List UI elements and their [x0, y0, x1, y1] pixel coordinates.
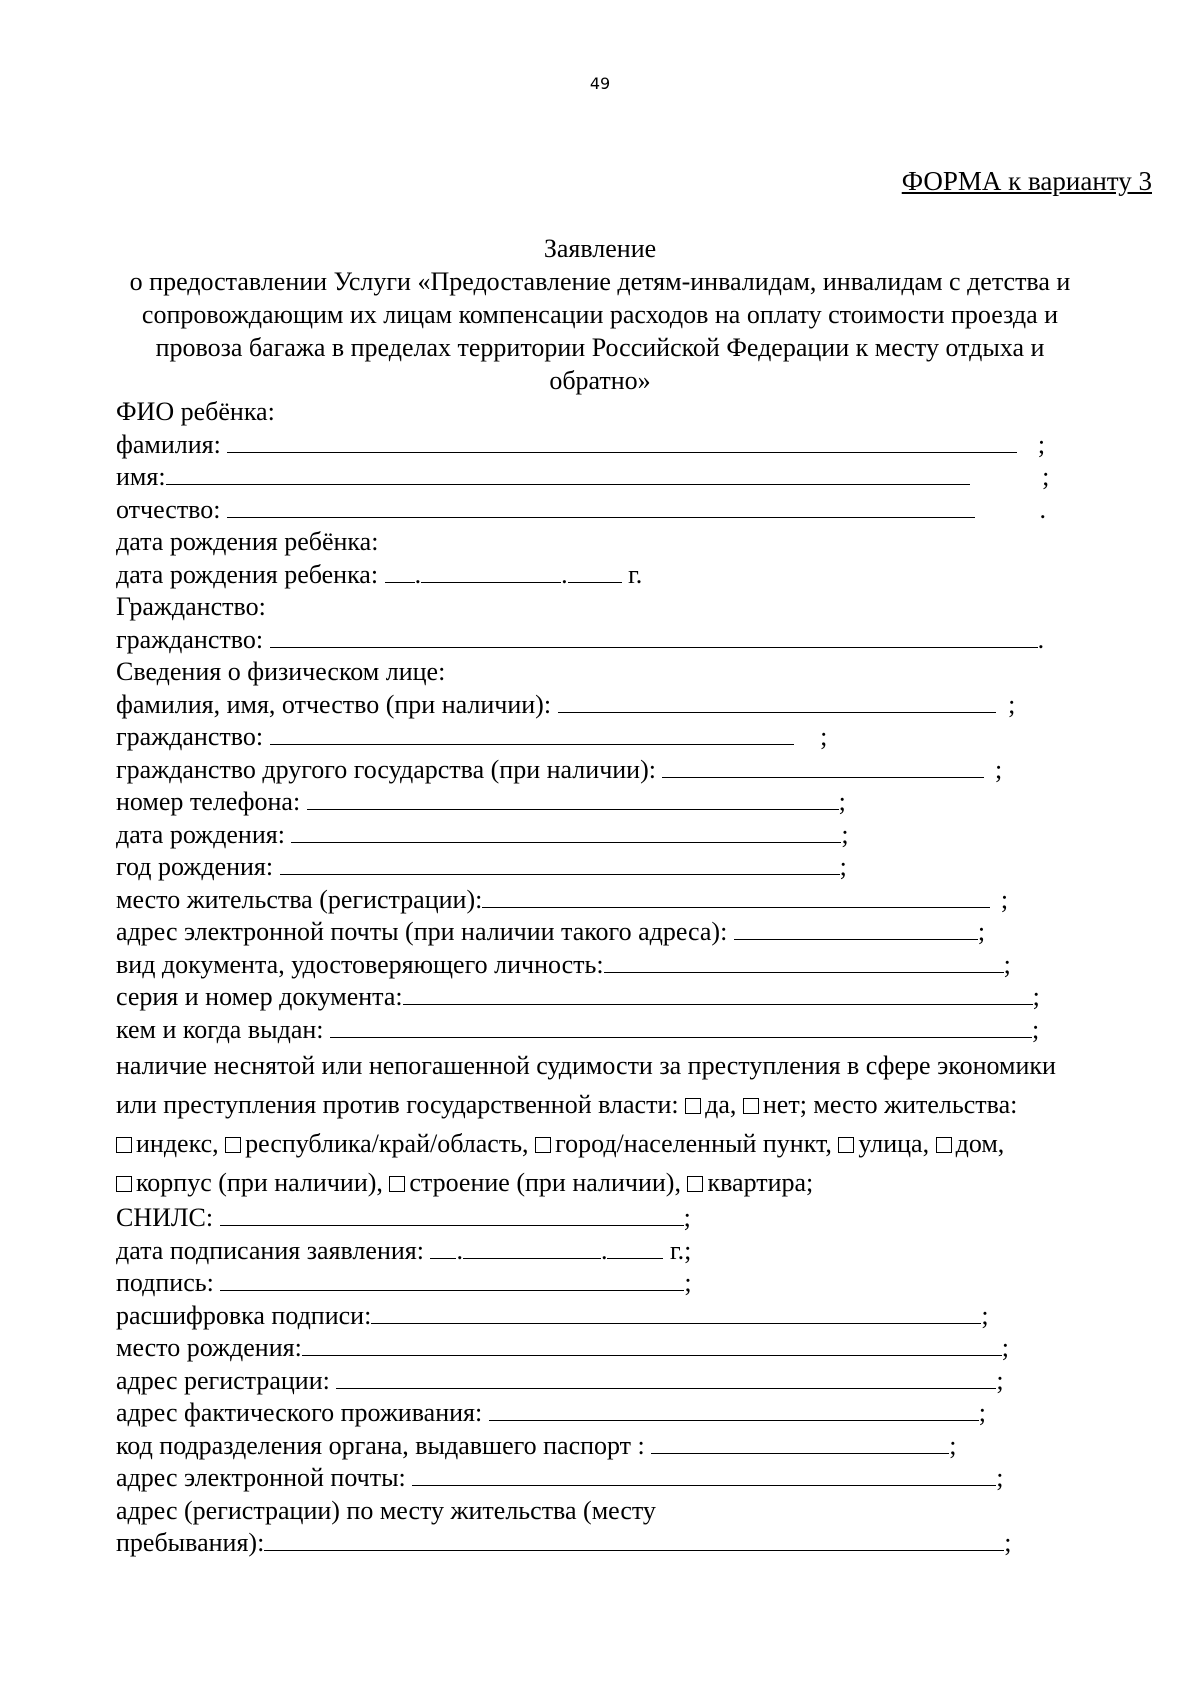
field-label: адрес электронной почты (при наличии такого адреса): — [116, 917, 728, 946]
punctuation: ; — [994, 754, 1003, 784]
field-label: кем и когда выдан: — [116, 1014, 324, 1044]
document-title — [100, 232, 1100, 397]
punctuation: ; — [820, 722, 828, 751]
person-other-citizenship-row — [116, 754, 1136, 787]
checkbox-label: индекс, — [136, 1129, 219, 1158]
child-citizenship-heading — [116, 591, 1136, 624]
index-checkbox[interactable] — [116, 1137, 132, 1153]
checkbox-label: да, — [705, 1090, 737, 1119]
field-label: адрес регистрации: — [116, 1365, 330, 1395]
child-surname-field[interactable] — [227, 430, 1017, 453]
region-checkbox[interactable] — [225, 1137, 241, 1153]
no-checkbox[interactable] — [743, 1098, 759, 1114]
section-heading: Сведения о физическом лице: — [116, 657, 446, 686]
page-number: 49 — [589, 74, 611, 93]
field-label: место жительства: — [813, 1090, 1018, 1119]
child-birth-year-field[interactable] — [568, 560, 622, 583]
birthplace-field[interactable] — [302, 1333, 1002, 1356]
punctuation: ; — [977, 917, 986, 946]
field-label: год рождения: — [116, 852, 274, 881]
structure-checkbox[interactable] — [389, 1176, 405, 1192]
person-email-if-any-row — [116, 916, 1136, 949]
child-birth-row — [116, 559, 1136, 592]
yes-checkbox[interactable] — [685, 1098, 701, 1114]
field-label: гражданство: — [116, 722, 264, 751]
person-citizenship-field[interactable] — [270, 722, 794, 745]
checkbox-label: республика/край/область, — [245, 1129, 529, 1158]
checkbox-label: город/населенный пункт, — [555, 1129, 832, 1158]
sign-date-row — [116, 1235, 1136, 1268]
field-label: код подразделения органа, выдавшего паспорт : — [116, 1430, 645, 1460]
punctuation: . — [1039, 494, 1047, 524]
field-label: дата подписания заявления: — [116, 1235, 424, 1265]
signature-row — [116, 1267, 1136, 1300]
actual-address-field[interactable] — [489, 1398, 979, 1421]
field-label: фамилия: — [116, 429, 221, 459]
criminal-record-text: или преступления против государственной власти: — [116, 1090, 679, 1119]
person-birth-year-row — [116, 851, 1136, 884]
child-patronymic-row — [116, 494, 1136, 527]
punctuation: ; — [683, 1203, 691, 1232]
punctuation: ; — [684, 1268, 692, 1297]
punctuation: . — [414, 559, 422, 589]
criminal-record-line — [116, 1046, 1136, 1085]
person-issued-by-row — [116, 1014, 1136, 1047]
person-email-if-any-field[interactable] — [734, 917, 978, 940]
street-checkbox[interactable] — [838, 1137, 854, 1153]
city-checkbox[interactable] — [535, 1137, 551, 1153]
punctuation: ; — [1004, 1528, 1012, 1557]
field-label: адрес электронной почты: — [116, 1463, 406, 1492]
punctuation: ; — [1032, 982, 1040, 1011]
residence-label-row — [116, 1495, 1136, 1528]
punctuation: ; — [1000, 884, 1009, 914]
year-suffix: г. — [628, 559, 643, 589]
person-issued-by-field[interactable] — [330, 1015, 1032, 1038]
residence-field[interactable] — [264, 1528, 1004, 1551]
checkbox-label: нет; — [762, 1090, 807, 1119]
punctuation: ; — [1008, 689, 1016, 719]
child-birth-month-field[interactable] — [421, 560, 561, 583]
person-fio-field[interactable] — [558, 690, 996, 713]
field-label: дата рождения ребенка: — [116, 559, 379, 589]
person-phone-row — [116, 786, 1136, 819]
child-name-row — [116, 461, 1136, 494]
checkbox-label: квартира; — [707, 1168, 814, 1197]
title-line: обратно» — [549, 366, 651, 395]
building-checkbox[interactable] — [116, 1176, 132, 1192]
field-label: серия и номер документа: — [116, 982, 403, 1011]
punctuation: ; — [978, 1398, 986, 1427]
sign-year-field[interactable] — [607, 1236, 663, 1259]
checkbox-label: дом, — [955, 1129, 1005, 1158]
child-name-field[interactable] — [166, 462, 970, 485]
person-doc-number-field[interactable] — [403, 982, 1033, 1005]
checkbox-label: строение (при наличии), — [409, 1168, 681, 1197]
birthplace-row — [116, 1332, 1136, 1365]
field-label: место рождения: — [116, 1333, 302, 1362]
reg-address-field[interactable] — [336, 1366, 996, 1389]
signature-field[interactable] — [220, 1268, 684, 1291]
punctuation: ; — [1037, 429, 1046, 459]
child-birth-heading — [116, 526, 1136, 559]
criminal-record-text: наличие неснятой или непогашенной судимости за преступления в сфере экономики — [116, 1051, 1056, 1080]
title-line: о предоставлении Услуги «Предоставление детям-инвалидам, инвалидам с детства и — [129, 267, 1071, 296]
year-suffix: г.; — [669, 1235, 692, 1265]
title-line: провоза багажа в пределах территории Российской Федерации к месту отдыха и — [155, 333, 1045, 362]
title-line: Заявление — [543, 234, 657, 263]
snils-row — [116, 1202, 1136, 1235]
field-label: фамилия, имя, отчество (при наличии): — [116, 689, 552, 719]
punctuation: ; — [841, 819, 849, 849]
field-label: подпись: — [116, 1268, 214, 1297]
field-label: место жительства (регистрации): — [116, 884, 483, 914]
punctuation: ; — [1042, 462, 1050, 491]
sign-month-field[interactable] — [463, 1236, 601, 1259]
house-checkbox[interactable] — [936, 1137, 952, 1153]
actual-address-row — [116, 1397, 1136, 1430]
address-options-row-2 — [116, 1163, 1136, 1202]
person-birth-date-field[interactable] — [291, 820, 841, 843]
child-patronymic-field[interactable] — [227, 495, 975, 518]
person-doc-number-row — [116, 981, 1136, 1014]
email-row — [116, 1462, 1136, 1495]
person-residence-field[interactable] — [482, 885, 990, 908]
form-body — [116, 396, 1136, 1560]
person-id-doc-field[interactable] — [604, 950, 1004, 973]
signature-decoding-field[interactable] — [371, 1301, 981, 1324]
checkbox-label: улица, — [858, 1129, 930, 1158]
punctuation: ; — [996, 1463, 1004, 1492]
person-birth-year-field[interactable] — [280, 852, 840, 875]
passport-unit-field[interactable] — [651, 1431, 949, 1454]
child-citizenship-field[interactable] — [270, 625, 1038, 648]
field-label: гражданство: — [116, 624, 264, 654]
field-label: вид документа, удостоверяющего личность: — [116, 949, 604, 979]
residence-row — [116, 1527, 1136, 1560]
field-label: дата рождения: — [116, 819, 285, 849]
field-label: имя: — [116, 462, 166, 491]
checkbox-label: корпус (при наличии), — [136, 1168, 383, 1197]
apartment-checkbox[interactable] — [687, 1176, 703, 1192]
person-citizenship-row — [116, 721, 1136, 754]
field-label: СНИЛС: — [116, 1203, 214, 1232]
form-reference: ФОРМА к варианту 3 — [901, 166, 1152, 196]
passport-unit-row — [116, 1430, 1136, 1463]
child-birth-day-field[interactable] — [385, 560, 415, 583]
section-heading: Гражданство: — [116, 592, 266, 621]
person-residence-row — [116, 884, 1136, 917]
field-label: гражданство другого государства (при наличии): — [116, 754, 656, 784]
punctuation: ; — [1032, 1014, 1040, 1044]
child-fio-heading — [116, 396, 1136, 429]
section-heading: ФИО ребёнка: — [116, 397, 275, 426]
person-fio-row — [116, 689, 1136, 722]
child-surname-row — [116, 429, 1136, 462]
punctuation: . — [456, 1235, 463, 1265]
field-label: адрес фактического проживания: — [116, 1398, 483, 1427]
field-label: адрес (регистрации) по месту жительства (месту — [116, 1495, 656, 1525]
person-other-citizenship-field[interactable] — [662, 755, 984, 778]
punctuation: ; — [996, 1365, 1004, 1395]
field-label: отчество: — [116, 494, 221, 524]
punctuation: . — [561, 559, 568, 589]
punctuation: ; — [949, 1430, 957, 1460]
punctuation: . — [600, 1235, 608, 1265]
punctuation: ; — [839, 852, 847, 881]
criminal-record-options — [116, 1085, 1136, 1124]
punctuation: . — [1037, 624, 1045, 654]
field-label: пребывания): — [116, 1528, 265, 1557]
title-line: сопровождающим их лицам компенсации расходов на оплату стоимости проезда и — [141, 300, 1059, 329]
child-citizenship-row — [116, 624, 1136, 657]
field-label: расшифровка подписи: — [116, 1300, 372, 1330]
person-phone-field[interactable] — [307, 787, 839, 810]
punctuation: ; — [1003, 949, 1011, 979]
address-options-row — [116, 1124, 1136, 1163]
signature-decoding-row — [116, 1300, 1136, 1333]
snils-field[interactable] — [220, 1203, 684, 1226]
punctuation: ; — [1001, 1333, 1010, 1362]
punctuation: ; — [838, 787, 846, 816]
person-birth-date-row — [116, 819, 1136, 852]
person-id-doc-row — [116, 949, 1136, 982]
field-label: номер телефона: — [116, 787, 301, 816]
email-field[interactable] — [412, 1463, 996, 1486]
reg-address-row — [116, 1365, 1136, 1398]
section-heading: дата рождения ребёнка: — [116, 527, 379, 556]
punctuation: ; — [981, 1300, 989, 1330]
person-heading — [116, 656, 1136, 689]
sign-day-field[interactable] — [430, 1236, 456, 1259]
